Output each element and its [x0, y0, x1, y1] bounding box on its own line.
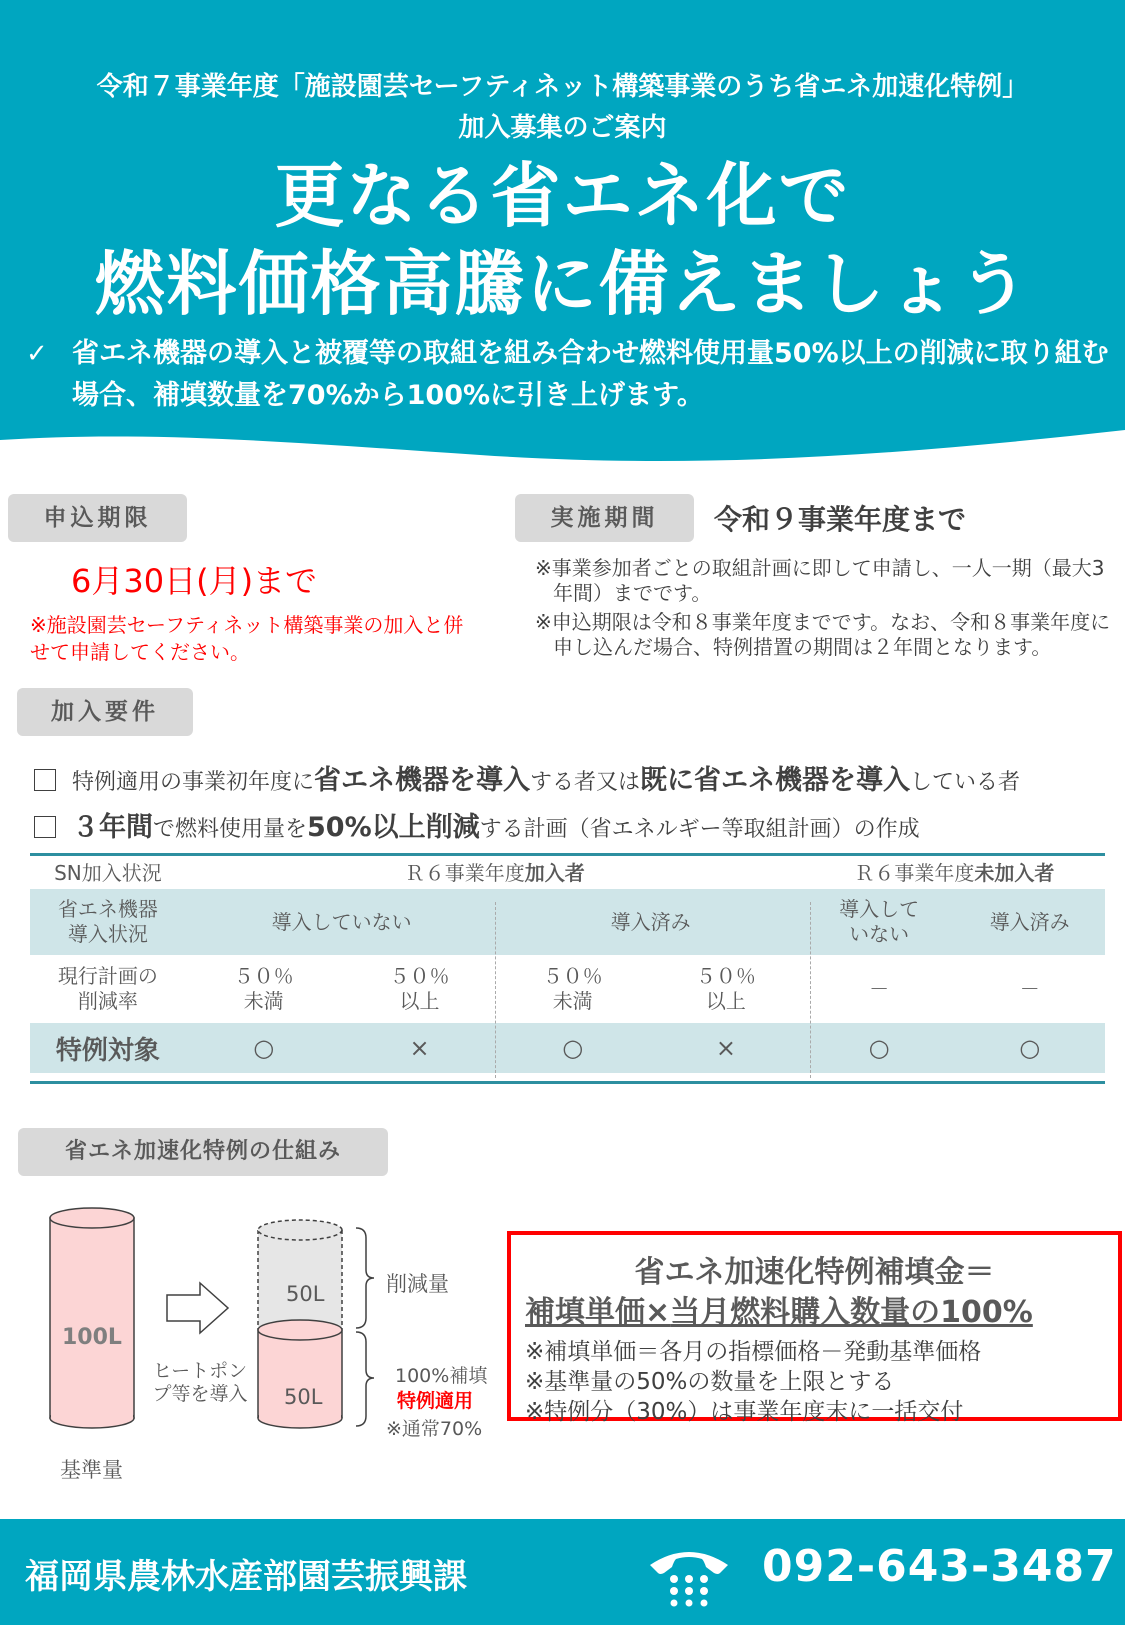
requirement-2	[34, 805, 920, 844]
checkbox-icon	[34, 769, 56, 791]
cell-line: ５０％	[233, 964, 294, 988]
cell-installed: 導入済み	[497, 889, 803, 955]
baseline-cylinder	[50, 1208, 134, 1428]
formula-part: 当月燃料購入数量の100%	[670, 1295, 1033, 1330]
table-divider	[495, 902, 496, 1078]
cell-not-installed-nonmember	[804, 889, 955, 955]
special-label: 特例適用	[397, 1390, 474, 1412]
row-label-equipment	[30, 889, 186, 955]
table-cell	[497, 955, 648, 1023]
checkbox-icon	[34, 816, 56, 838]
brace-fill	[356, 1332, 374, 1426]
mechanism-label: 省エネ加速化特例の仕組み	[18, 1128, 388, 1176]
cell-line: ５０％	[389, 964, 450, 988]
cell-line: 以上	[399, 989, 440, 1013]
table-row	[30, 1023, 1105, 1073]
cell-installed-nonmember: 導入済み	[954, 889, 1105, 955]
brace-reduction	[356, 1228, 374, 1328]
table-row	[30, 853, 1105, 889]
req1-text-c: する者又は	[530, 770, 641, 795]
formula-box	[507, 1231, 1122, 1425]
arrow-right-icon	[167, 1283, 228, 1333]
cell-line: ５０％	[542, 964, 603, 988]
heatpump-label: ヒートポンプ等を導入	[152, 1360, 248, 1405]
footer	[0, 1519, 1125, 1625]
req2-text-c: 50%以上削減	[307, 812, 480, 843]
header-sn-status: SN加入状況	[54, 860, 162, 885]
table-cell: ○	[186, 1023, 342, 1073]
formula-note-2: ※基準量の50%の数量を上限とする	[525, 1369, 895, 1395]
cell-not-installed: 導入していない	[186, 889, 498, 955]
label-line: 削減率	[77, 989, 138, 1013]
header-nonmember: 未加入者	[974, 860, 1055, 885]
table-cell: ○	[497, 1023, 648, 1073]
req1-text-a: 特例適用の事業初年度に	[72, 770, 315, 795]
baseline-value: 100L	[62, 1325, 122, 1350]
table-cell: ○	[804, 1023, 955, 1073]
table-row	[30, 889, 1105, 955]
header-member: 加入者	[524, 860, 585, 885]
table-cell: ×	[342, 1023, 498, 1073]
formula-note-3: ※特例分（30%）は事業年度末に一括交付	[525, 1399, 964, 1425]
cell-line: 未満	[552, 989, 593, 1013]
checkmark-icon: ✓	[26, 339, 48, 369]
req2-text-d: する計画（省エネルギー等取組計画）の作成	[479, 817, 920, 842]
full-fill-label: 100%補填	[395, 1365, 488, 1387]
reduced-value: 50L	[286, 1282, 325, 1306]
normal-rate-label: ※通常70%	[386, 1418, 483, 1440]
remaining-value: 50L	[284, 1385, 323, 1409]
department-name: 福岡県農林水産部園芸振興課	[25, 1557, 467, 1597]
formula-title: 省エネ加速化特例補填金＝	[634, 1255, 995, 1290]
req2-text-a: ３年間	[72, 812, 153, 843]
header-r6-year: Ｒ６事業年度	[404, 860, 525, 885]
formula-part: 補填単価	[525, 1295, 645, 1330]
cell-line: 以上	[705, 989, 746, 1013]
req1-text-b: 省エネ機器を導入	[314, 765, 531, 796]
table-cell: ×	[648, 1023, 804, 1073]
label-line: 導入状況	[67, 922, 148, 946]
subtitle-line1: 令和７事業年度「施設園芸セーフティネット構築事業のうち省エネ加速化特例」	[96, 72, 1029, 102]
header-r6-member	[186, 853, 804, 889]
table-divider	[810, 902, 811, 1078]
application-note: ※施設園芸セーフティネット構築事業の加入と併せて申請してください。	[30, 613, 464, 664]
baseline-label: 基準量	[60, 1458, 123, 1482]
telephone-icon	[646, 1545, 732, 1607]
formula-operator: ×	[645, 1295, 671, 1330]
application-deadline-label: 申込期限	[8, 494, 187, 542]
eligibility-table	[30, 853, 1105, 1073]
row-label-eligible: 特例対象	[30, 1023, 186, 1073]
period-note-2: ※申込期限は令和８事業年度までです。なお、令和８事業年度に申し込んだ場合、特例措置の期間は２年間となります。	[535, 610, 1111, 659]
table-cell	[342, 955, 498, 1023]
table-cell: ○	[954, 1023, 1105, 1073]
req1-text-d: 既に省エネ機器を導入	[640, 765, 911, 796]
formula-equation	[525, 1287, 1033, 1331]
application-deadline: 6月30日(月)まで	[71, 562, 318, 600]
table-bottom-rule	[30, 1081, 1105, 1084]
req2-text-b: で燃料使用量を	[153, 817, 308, 842]
period-note-1: ※事業参加者ごとの取組計画に即して申請し、一人一期（最大3年間）までです。	[535, 556, 1105, 605]
table-cell: －	[869, 976, 890, 1001]
requirement-1	[34, 758, 1020, 797]
formula-note-1: ※補填単価＝各月の指標価格－発動基準価格	[525, 1339, 982, 1365]
hero-banner	[0, 0, 1125, 480]
table-row	[30, 955, 1105, 1023]
cell-line: いない	[849, 922, 910, 946]
table-cell	[648, 955, 804, 1023]
table-cell: －	[1019, 976, 1040, 1001]
phone-number[interactable]: 092-643-3487	[762, 1541, 1117, 1592]
row-label-reduction	[30, 955, 186, 1023]
header-r6-year: Ｒ６事業年度	[854, 860, 975, 885]
headline-line2: 燃料価格高騰に備えましょう	[94, 243, 1031, 325]
cell-line: 導入して	[839, 897, 920, 921]
subtitle-line2: 加入募集のご案内	[458, 113, 667, 143]
cell-line: ５０％	[695, 964, 756, 988]
implementation-period-label: 実施期間	[515, 494, 694, 542]
req1-text-e: している者	[910, 770, 1021, 795]
key-point-text: 省エネ機器の導入と被覆等の取組を組み合わせ燃料使用量50%以上の削減に取り組む場合、補填数量を70%から100%に引き上げます。	[72, 338, 1109, 411]
table-cell	[186, 955, 342, 1023]
cell-line: 未満	[243, 989, 284, 1013]
headline-line1: 更なる省エネ化で	[274, 155, 851, 237]
implementation-period-value: 令和９事業年度まで	[714, 503, 967, 536]
requirements-label: 加入要件	[17, 688, 193, 736]
label-line: 現行計画の	[57, 964, 158, 988]
header-r6-nonmember	[804, 853, 1105, 889]
label-line: 省エネ機器	[57, 897, 158, 921]
reduction-label: 削減量	[386, 1272, 449, 1296]
